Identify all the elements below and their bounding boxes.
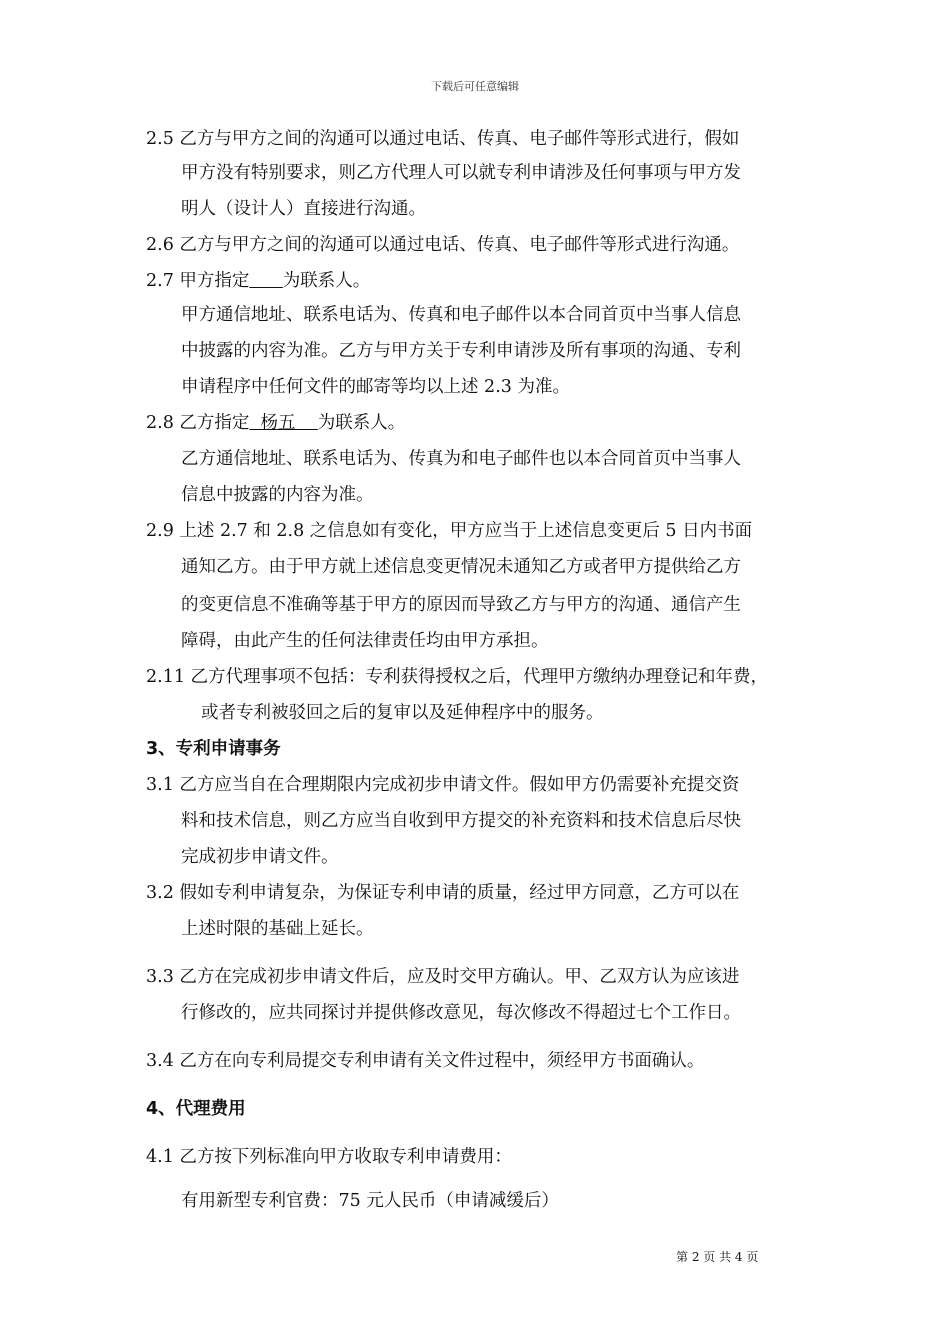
paragraph-line: 或者专利被驳回之后的复审以及延伸程序中的服务。 bbox=[201, 703, 604, 723]
paragraph-line: 乙方通信地址、联系电话为、传真为和电子邮件也以本合同首页中当事人 bbox=[181, 449, 741, 469]
paragraph-line: 行修改的，应共同探讨并提供修改意见，每次修改不得超过七个工作日。 bbox=[181, 1003, 741, 1023]
paragraph-line: 3.1 乙方应当自在合理期限内完成初步申请文件。假如甲方仍需要补充提交资 bbox=[146, 775, 740, 795]
paragraph-line: 4.1 乙方按下列标准向甲方收取专利申请费用： bbox=[146, 1147, 512, 1167]
paragraph-line: 的变更信息不准确等基于甲方的原因而导致乙方与甲方的沟通、通信产生 bbox=[181, 595, 741, 615]
paragraph-line: 中披露的内容为准。乙方与甲方关于专利申请涉及所有事项的沟通、专利 bbox=[181, 341, 741, 361]
clause-2-8-suffix: 为联系人。 bbox=[317, 413, 406, 433]
contact-name-underline: 杨五 bbox=[249, 413, 318, 433]
clause-2-7-prefix: 2.7 甲方指定 bbox=[146, 271, 250, 291]
paragraph-line: 料和技术信息，则乙方应当自收到甲方提交的补充资料和技术信息后尽快 bbox=[181, 811, 741, 831]
paragraph-line: 信息中披露的内容为准。 bbox=[181, 485, 374, 505]
paragraph-line: 申请程序中任何文件的邮寄等均以上述 2.3 为准。 bbox=[181, 377, 570, 397]
clause-2-7-suffix: 为联系人。 bbox=[282, 271, 371, 291]
paragraph-line: 上述时限的基础上延长。 bbox=[181, 919, 374, 939]
paragraph-line: 甲方没有特别要求，则乙方代理人可以就专利申请涉及任何事项与甲方发 bbox=[181, 163, 741, 183]
clause-2-8-prefix: 2.8 乙方指定 bbox=[146, 413, 250, 433]
paragraph-line: 2.6 乙方与甲方之间的沟通可以通过电话、传真、电子邮件等形式进行沟通。 bbox=[146, 235, 740, 255]
page-number: 第 2 页 共 4 页 bbox=[676, 1250, 759, 1264]
section-heading-3: 3、专利申请事务 bbox=[146, 739, 281, 759]
page-header: 下载后可任意编辑 bbox=[431, 80, 519, 93]
paragraph-line bbox=[146, 413, 405, 433]
paragraph-line: 明人（设计人）直接进行沟通。 bbox=[181, 199, 426, 219]
paragraph-line: 2.9 上述 2.7 和 2.8 之信息如有变化，甲方应当于上述信息变更后 5 日内书面 bbox=[146, 521, 753, 541]
paragraph-line: 有用新型专利官费：75 元人民币（申请减缓后） bbox=[181, 1191, 559, 1211]
paragraph-line: 完成初步申请文件。 bbox=[181, 847, 339, 867]
paragraph-line: 3.2 假如专利申请复杂，为保证专利申请的质量，经过甲方同意，乙方可以在 bbox=[146, 883, 740, 903]
paragraph-line bbox=[146, 271, 370, 291]
contact-blank-underline bbox=[249, 271, 282, 291]
paragraph-line: 障碍，由此产生的任何法律责任均由甲方承担。 bbox=[181, 631, 549, 651]
paragraph-line: 2.5 乙方与甲方之间的沟通可以通过电话、传真、电子邮件等形式进行，假如 bbox=[146, 129, 740, 149]
paragraph-line: 3.4 乙方在向专利局提交专利申请有关文件过程中，须经甲方书面确认。 bbox=[146, 1051, 705, 1071]
section-heading-4: 4、代理费用 bbox=[146, 1099, 246, 1119]
paragraph-line: 通知乙方。由于甲方就上述信息变更情况未通知乙方或者甲方提供给乙方 bbox=[181, 557, 741, 577]
paragraph-line: 甲方通信地址、联系电话为、传真和电子邮件以本合同首页中当事人信息 bbox=[181, 305, 741, 325]
paragraph-line: 2.11 乙方代理事项不包括：专利获得授权之后，代理甲方缴纳办理登记和年费， bbox=[146, 667, 769, 687]
paragraph-line: 3.3 乙方在完成初步申请文件后，应及时交甲方确认。甲、乙双方认为应该进 bbox=[146, 967, 740, 987]
